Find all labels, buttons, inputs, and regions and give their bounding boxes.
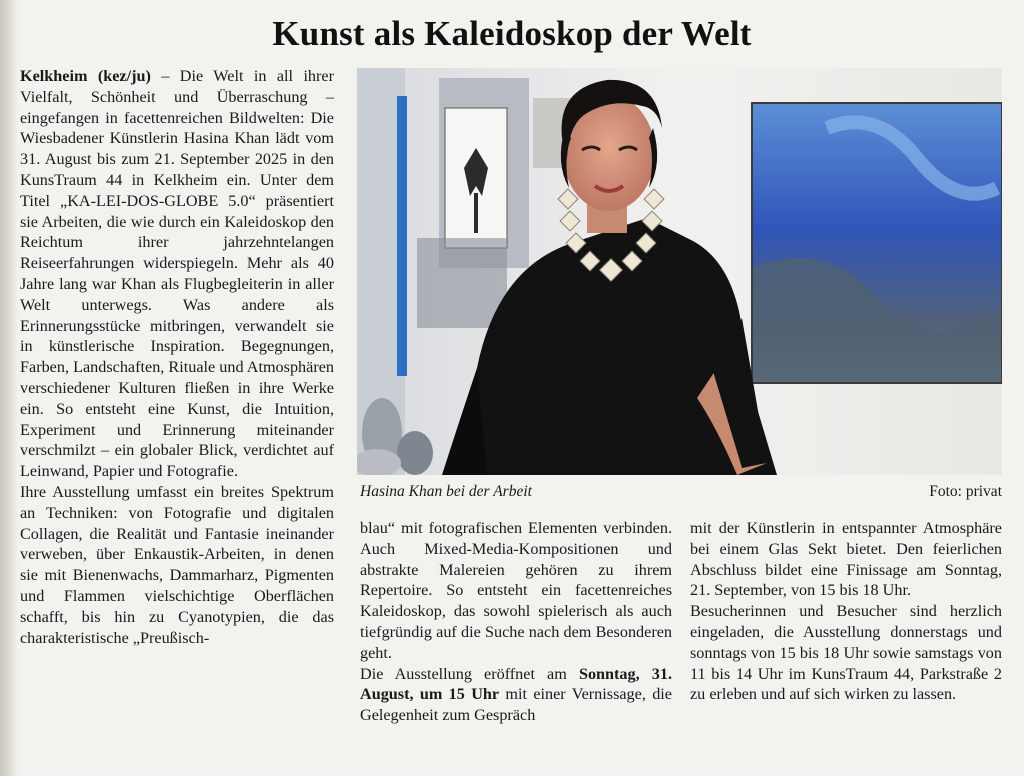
- opening-text-end: mit einer Vernissage, die Gelegenheit zum Gespräch: [360, 685, 672, 725]
- photo-artist-portrait: [357, 68, 1002, 475]
- photo-caption: Hasina Khan bei der Arbeit: [360, 483, 532, 500]
- page-gutter-shadow: [0, 0, 18, 776]
- paragraph-finissage: mit der Künstlerin in entspannter Atmosphäre bei einem Glas Sekt bietet. Den feierlichen Abschluss bildet eine Finissage am Sonntag, 21. September, von 15 bis 18 Uhr.: [690, 519, 1002, 600]
- paragraph-opening: [360, 664, 672, 726]
- paragraph-intro: [20, 66, 334, 482]
- article-photo: [357, 68, 1002, 475]
- photo-credit: Foto: privat: [929, 483, 1002, 500]
- dateline: Kelkheim (kez/ju): [20, 67, 151, 85]
- photo-caption-row: [360, 482, 1002, 502]
- article-column-1: [20, 66, 334, 648]
- paragraph-opening-hours: Besucherinnen und Besucher sind herzlich eingeladen, die Ausstellung donnerstags und sonntags von 15 bis 18 Uhr sowie samstags von 11 bis 14 Uhr im KunsTraum 44, Parkstraße 2 zu erleben und auf sich wirken zu lassen.: [690, 602, 1002, 704]
- paragraph-techniques: Ihre Ausstellung umfasst ein breites Spektrum an Techniken: von Fotografie und digitalen Collagen, die Realität und Fantasie ineinander verweben, über Enkaustik-Arbeiten, in denen sie mit Bienenwachs, Dammarharz, Pigmenten und Flammen vielschichtige Oberflächen schafft, bis hin zu Cyanotypien, die das charakteristische „Preußisch-: [20, 482, 334, 647]
- article-column-2: [360, 518, 672, 726]
- intro-text: – Die Welt in all ihrer Vielfalt, Schönheit und Überraschung – eingefangen in facettenreichen Bildwelten: Die Wiesbadener Künstlerin Hasina Khan lädt vom 31. August bis zum 21. September 2025 in den KunsTraum 44 in Kelkheim ein. Unter dem Titel „KA-LEI-DOS-GLOBE 5.0“ präsentiert sie Arbeiten, die wie durch ein Kaleidoskop den Reichtum ihrer jahrzehntelangen Reiseerfahrungen widerspiegeln. Mehr als 40 Jahre lang war Khan als Flugbegleiterin in aller Welt unterwegs. Was andere als Erinnerungsstücke mitbringen, verwandelt sie in künstlerische Inspiration. Begegnungen, Farben, Landschaften, Rituale und Atmosphären verschiedener Kulturen fließen in ihre Werke ein. So entsteht eine Kunst, die Intuition, Experiment und Erinnerung miteinander verschmilzt – ein globaler Blick, verdichtet auf Leinwand, Papier und Fotografie.: [20, 67, 334, 481]
- article-headline: Kunst als Kaleidoskop der Welt: [272, 14, 752, 53]
- opening-date: Sonntag, 31. August, um 15 Uhr: [360, 664, 672, 704]
- paragraph-repertoire: blau“ mit fotografischen Elementen verbinden. Auch Mixed-Media-Kompositionen und abstrakte Malereien gehören zu ihrem Repertoire. So entsteht ein facettenreiches Kaleidoskop, das sowohl spielerisch als auch tiefgründig auf die Suche nach dem Besonderen geht.: [360, 519, 672, 662]
- opening-text-start: Die Ausstellung eröffnet am: [360, 664, 579, 683]
- article-column-3: [690, 518, 1002, 705]
